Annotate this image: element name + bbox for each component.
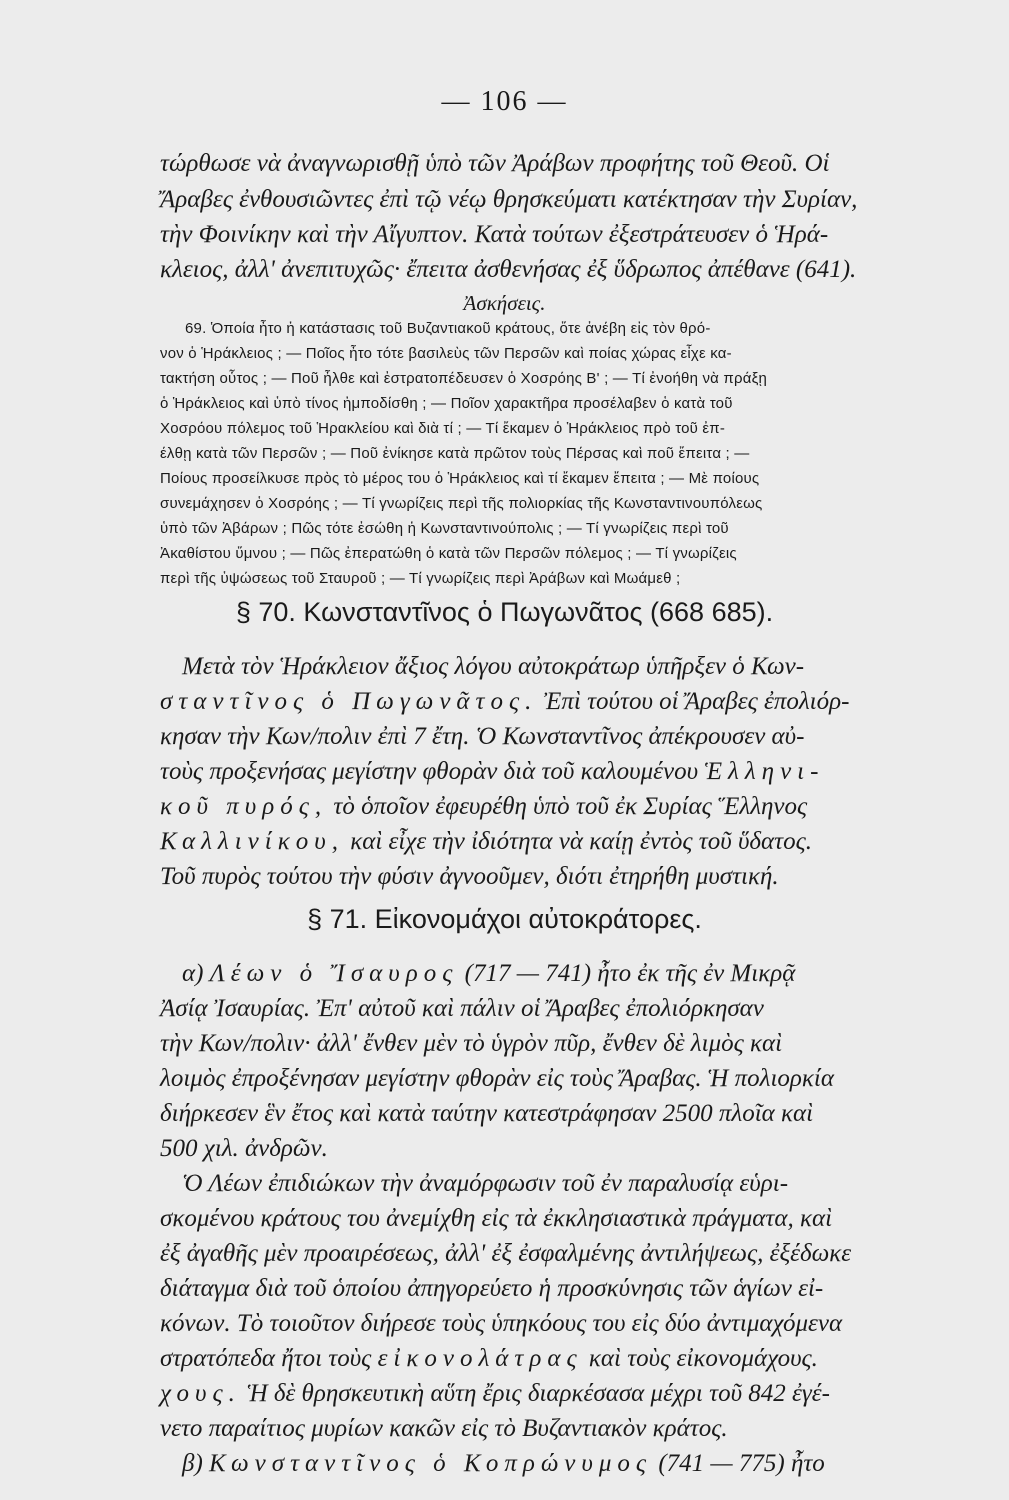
- exercise-line: Ποίους προσείλκυσε πρὸς τὸ μέρος του ὁ Ἡράκλειος καὶ τί ἔκαμεν ἔπειτα ; — Μὲ ποίους: [160, 470, 760, 487]
- paragraph-line: τὴν Φοινίκην καὶ τὴν Αἴγυπτον. Κατὰ τούτων ἐξεστράτευσεν ὁ Ἡρά-: [160, 221, 829, 248]
- exercises-title: Ἀσκήσεις.: [463, 291, 546, 315]
- exercise-line: Ἀκαθίστου ὕμνου ; — Πῶς ἐπερατώθη ὁ κατὰ τῶν Περσῶν πόλεμος ; — Τί γνωρίζεις: [160, 545, 737, 562]
- exercise-line: τακτήση οὗτος ; — Ποῦ ἦλθε καὶ ἐστρατοπέδευσεν ὁ Χοσρόης Β' ; — Τί ἐνοήθη νὰ πράξῃ: [160, 370, 768, 387]
- exercise-line: νον ὁ Ἡράκλειος ; — Ποῖος ἦτο τότε βασιλεὺς τῶν Περσῶν καὶ ποίας χώρας εἶχε κα-: [160, 345, 732, 362]
- exercise-line: 69. Ὁποία ἦτο ἡ κατάστασις τοῦ Βυζαντιακοῦ κράτους, ὅτε ἀνέβη εἰς τὸν θρό-: [185, 320, 711, 337]
- exercise-line: συνεμάχησεν ὁ Χοσρόης ; — Τί γνωρίζεις περὶ τῆς πολιορκίας τῆς Κωνσταντινουπόλεως: [160, 495, 763, 512]
- section-71-line: σκομένου κράτους του ἀνεμίχθη εἰς τὰ ἐκκλησιαστικὰ πράγματα, καὶ: [160, 1205, 833, 1232]
- section-70-line: Μετὰ τὸν Ἡράκλειον ἄξιος λόγου αὐτοκράτωρ ὑπῆρξεν ὁ Κων-: [182, 653, 805, 680]
- exercise-line: έλθῃ κατὰ τῶν Περσῶν ; — Ποῦ ἐνίκησε κατὰ πρῶτον τοὺς Πέρσας καὶ ποῦ ἔπειτα ; —: [160, 445, 750, 462]
- section-70-line: κησαν τὴν Κων/πολιν ἐπὶ 7 ἔτη. Ὁ Κωνσταντῖνος ἀπέκρουσεν αὐ-: [160, 723, 805, 750]
- section-70-line: τοὺς προξενήσας μεγίστην φθορὰν διὰ τοῦ καλουμένου Ἑλληνι-: [160, 758, 825, 785]
- section-71-line: Ὁ Λέων ἐπιδιώκων τὴν ἀναμόρφωσιν τοῦ ἐν παραλυσίᾳ εὑρι-: [182, 1170, 789, 1197]
- section-71-line: 500 χιλ. ἀνδρῶν.: [160, 1135, 328, 1162]
- section-71-line: κόνων. Τὸ τοιοῦτον διήρεσε τοὺς ὑπηκόους του εἰς δύο ἀντιμαχόμενα: [160, 1310, 843, 1337]
- section-70-line: σταντῖνος ὁ Πωγωνᾶτος. Ἐπὶ τούτου οἱ Ἄραβες ἐπολιόρ-: [160, 688, 850, 715]
- section-71-line: α) Λέων ὁ Ἴσαυρος (717 — 741) ἦτο ἐκ τῆς ἐν Μικρᾷ: [182, 960, 796, 987]
- section-71-line: διήρκεσεν ἓν ἔτος καὶ κατὰ ταύτην κατεστράφησαν 2500 πλοῖα καὶ: [160, 1100, 814, 1127]
- section-71-line: διάταγμα διὰ τοῦ ὁποίου ἀπηγορεύετο ἡ προσκύνησις τῶν ἁγίων εἰ-: [160, 1275, 824, 1302]
- exercise-line: Χοσρόου πόλεμος τοῦ Ἡρακλείου καὶ διὰ τί ; — Τί ἔκαμεν ὁ Ἡράκλειος πρὸ τοῦ ἐπ-: [160, 420, 726, 437]
- exercise-line: ὑπὸ τῶν Ἀβάρων ; Πῶς τότε ἐσώθη ἡ Κωνσταντινούπολις ; — Τί γνωρίζεις περὶ τοῦ: [160, 520, 729, 537]
- section-71-line: χους. Ἡ δὲ θρησκευτικὴ αὕτη ἔρις διαρκέσασα μέχρι τοῦ 842 ἐγέ-: [160, 1380, 830, 1407]
- section-70-line: κοῦ πυρός, τὸ ὁποῖον ἐφευρέθη ὑπὸ τοῦ ἐκ Συρίας Ἕλληνος: [160, 793, 808, 820]
- paragraph-line: τώρθωσε νὰ ἀναγνωρισθῇ ὑπὸ τῶν Ἀράβων προφήτης τοῦ Θεοῦ. Οἱ: [160, 150, 830, 177]
- section-70-line: Καλλινίκου, καὶ εἶχε τὴν ἰδιότητα νὰ καίῃ ἐντὸς τοῦ ὕδατος.: [160, 828, 813, 855]
- section-70-line: Τοῦ πυρὸς τούτου τὴν φύσιν ἀγνοοῦμεν, διότι ἐτηρήθη μυστική.: [160, 863, 779, 890]
- section-71-line: Ἀσίᾳ Ἰσαυρίας. Ἐπ' αὐτοῦ καὶ πάλιν οἱ Ἄραβες ἐπολιόρκησαν: [160, 995, 764, 1022]
- section-70-heading: § 70. Κωνσταντῖνος ὁ Πωγωνᾶτος (668 685).: [235, 597, 774, 627]
- page-number: — 106 —: [441, 86, 568, 117]
- section-71-heading: § 71. Εἰκονομάχοι αὐτοκράτορες.: [307, 904, 702, 934]
- section-71-line: τὴν Κων/πολιν· ἀλλ' ἔνθεν μὲν τὸ ὑγρὸν πῦρ, ἔνθεν δὲ λιμὸς καὶ: [160, 1030, 783, 1057]
- section-71-line: νετο παραίτιος μυρίων κακῶν εἰς τὸ Βυζαντιακὸν κράτος.: [160, 1415, 728, 1442]
- paragraph-line: Ἄραβες ἐνθουσιῶντες ἐπὶ τῷ νέῳ θρησκεύματι κατέκτησαν τὴν Συρίαν,: [160, 186, 858, 213]
- section-71-line: λοιμὸς ἐπροξένησαν μεγίστην φθορὰν εἰς τοὺς Ἄραβας. Ἡ πολιορκία: [160, 1065, 834, 1092]
- section-71-line: στρατόπεδα ἤτοι τοὺς εἰκονολάτρας καὶ τοὺς εἰκονομάχους.: [160, 1345, 818, 1372]
- paragraph-line: κλειος, ἀλλ' ἀνεπιτυχῶς· ἔπειτα ἀσθενήσας ἐξ ὕδρωπος ἀπέθανε (641).: [160, 256, 857, 283]
- exercise-line: ὁ Ἡράκλειος καὶ ὑπὸ τίνος ἠμποδίσθη ; — Ποῖον χαρακτῆρα προσέλαβεν ὁ κατὰ τοῦ: [160, 395, 733, 412]
- exercise-line: περὶ τῆς ὑψώσεως τοῦ Σταυροῦ ; — Τί γνωρίζεις περὶ Ἀράβων καὶ Μωάμεθ ;: [160, 570, 681, 587]
- section-71-line: β) Κωνσταντῖνος ὁ Κοπρώνυμος (741 — 775) ἦτο: [182, 1450, 825, 1477]
- section-71-line: ἐξ ἀγαθῆς μὲν προαιρέσεως, ἀλλ' ἐξ ἐσφαλμένης ἀντιλήψεως, ἐξέδωκε: [160, 1240, 852, 1267]
